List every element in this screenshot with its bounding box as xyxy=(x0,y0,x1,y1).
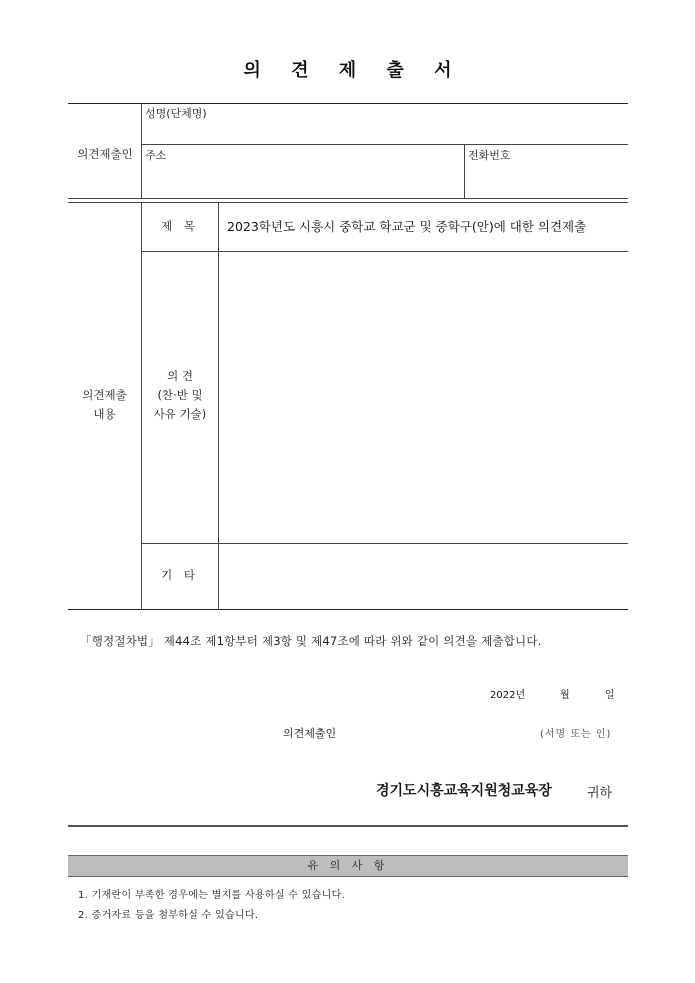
opinion-label: 의 견 (찬·반 및 사유 기술) xyxy=(153,369,207,421)
legal-statement: 「행정절차법」 제44조 제1항부터 제3항 및 제47조에 따라 위와 같이 의견을 제출합니다. xyxy=(80,634,542,648)
address-label: 주소 xyxy=(145,149,167,162)
signature-label: 의견제출인 xyxy=(283,727,337,740)
opinion-input-area[interactable] xyxy=(219,252,627,542)
submitter-bottom-line-2 xyxy=(68,202,628,203)
subject-value: 2023학년도 시흥시 중학교 학교군 및 중학구(안)에 대한 의견제출 xyxy=(227,219,587,234)
signature-hint: (서명 또는 인) xyxy=(540,729,612,740)
table-top-border xyxy=(68,103,628,104)
name-row-divider xyxy=(141,144,628,145)
phone-divider xyxy=(464,144,465,199)
submitter-section-label: 의견제출인 xyxy=(77,147,133,161)
recipient-name: 경기도시흥교육지원청교육장 xyxy=(376,783,552,799)
date-day: 일 xyxy=(605,690,615,701)
submitter-bottom-line-1 xyxy=(68,198,628,199)
recipient-honorific: 귀하 xyxy=(587,786,613,801)
note-item: 2. 증거자료 등을 첨부하실 수 있습니다. xyxy=(78,910,259,921)
other-label: 기 타 xyxy=(161,568,199,582)
name-label: 성명(단체명) xyxy=(145,107,207,120)
date-year: 2022년 xyxy=(490,690,526,701)
content-section-label: 의견제출 내용 xyxy=(82,388,127,421)
document-title: 의 견 제 출 서 xyxy=(243,60,464,81)
notes-header: 유 의 사 항 xyxy=(68,855,628,877)
phone-label: 전화번호 xyxy=(468,149,511,162)
subject-label: 제 목 xyxy=(161,219,199,233)
table-bottom-border xyxy=(68,609,628,610)
note-item: 1. 기재란이 부족한 경우에는 별지를 사용하실 수 있습니다. xyxy=(78,890,346,901)
date-month: 월 xyxy=(560,690,570,701)
submitter-label-divider xyxy=(141,103,142,199)
recipient-divider xyxy=(68,825,628,827)
other-input-area[interactable] xyxy=(219,544,627,608)
